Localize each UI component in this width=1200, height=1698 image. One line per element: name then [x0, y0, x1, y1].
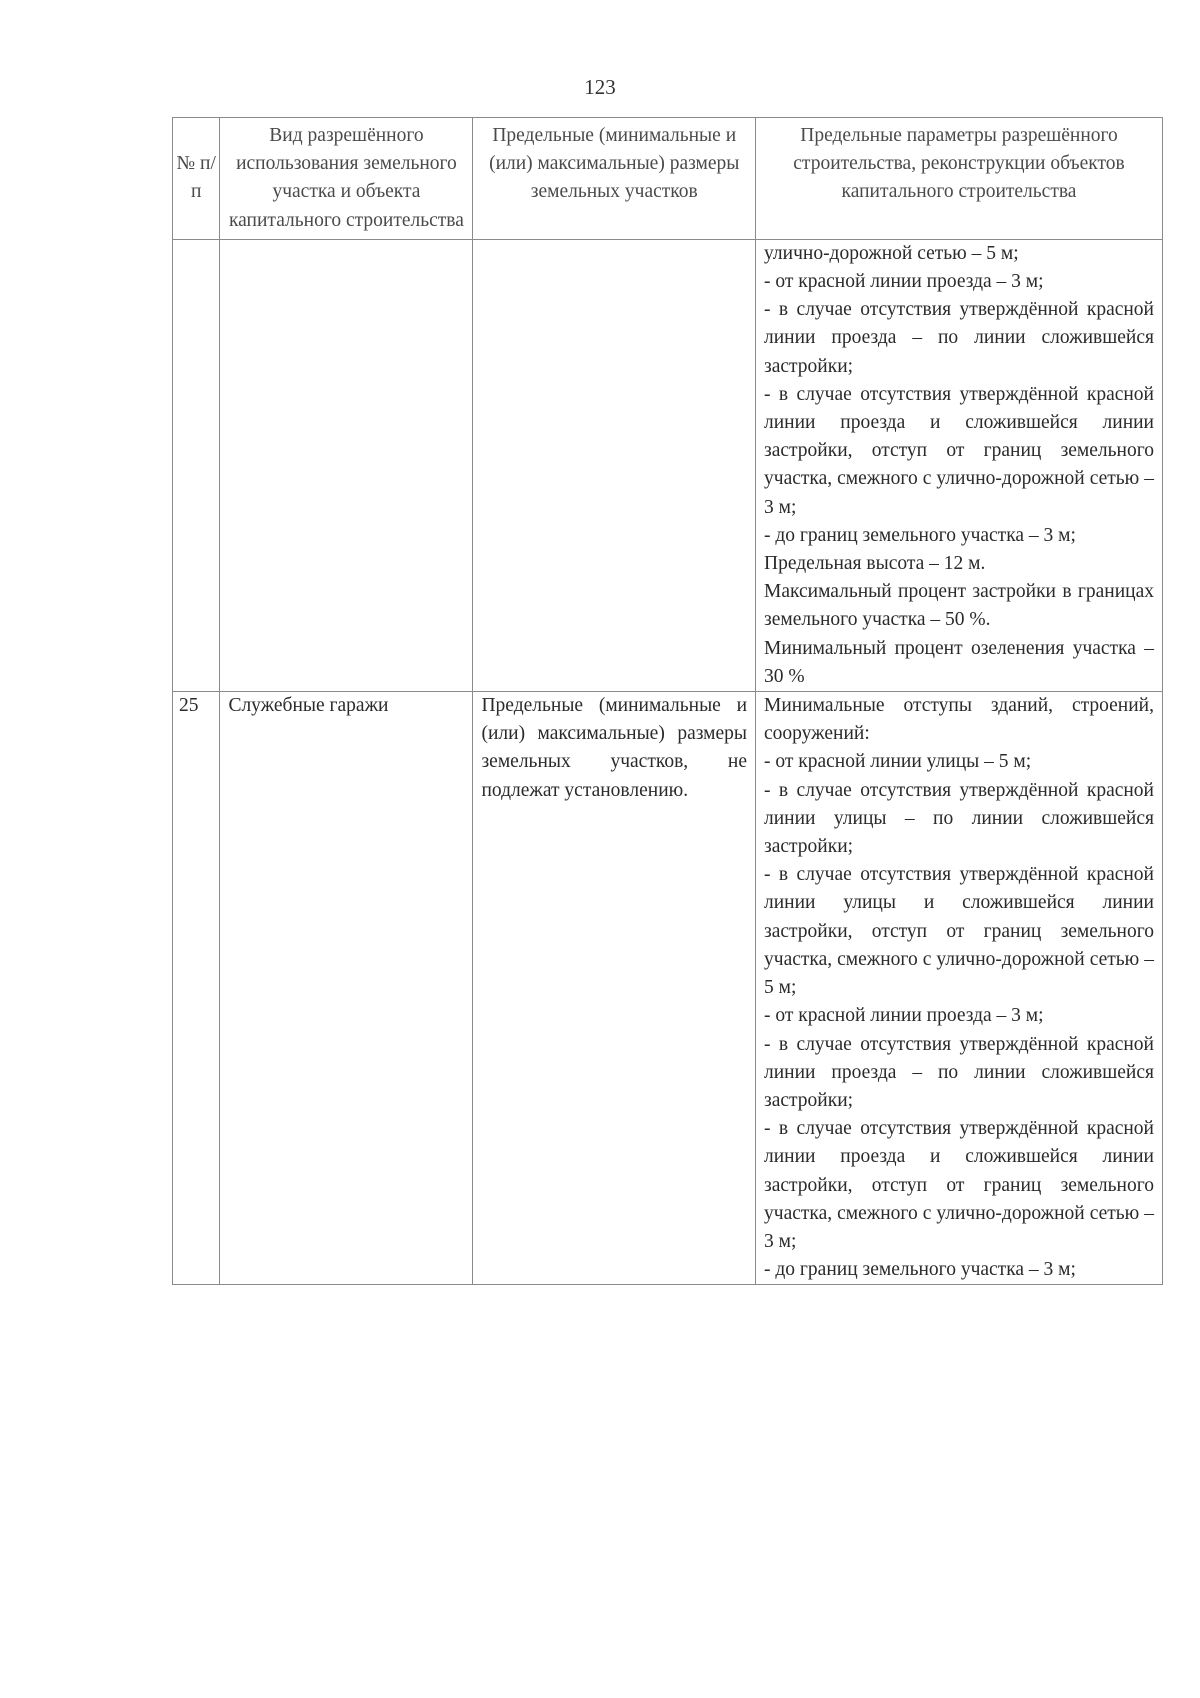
row-permitted-use: Служебные гаражи: [220, 692, 473, 1285]
table-header-row: [173, 118, 1163, 240]
row-plot-size: Предельные (минимальные и (или) максимальные) размеры земельных участков, не подлежат установлению.: [473, 692, 756, 1285]
param-line: - в случае отсутствия утверждённой красной линии проезда – по линии сложившейся застройки;: [764, 299, 1154, 377]
param-line: - в случае отсутствия утверждённой красной линии улицы – по линии сложившейся застройки;: [764, 779, 1154, 858]
table-row: [173, 692, 1163, 1285]
row-number: [173, 239, 220, 691]
param-line: - от красной линии улицы – 5 м;: [764, 751, 1032, 773]
param-line: - до границ земельного участка – 3 м;: [764, 1259, 1076, 1281]
param-line: Минимальные отступы зданий, строений, сооружений:: [764, 695, 1154, 745]
row-plot-size: [473, 239, 756, 691]
page-number: 123: [584, 75, 616, 99]
param-line: Максимальный процент застройки в границах земельного участка – 50 %.: [764, 581, 1154, 631]
header-permitted-use: Вид разрешённого использования земельного участка и объекта капитального строительства: [220, 118, 473, 240]
param-line: Минимальный процент озеленения участка – 30 %: [764, 637, 1154, 687]
param-line: - в случае отсутствия утверждённой красной линии проезда – по линии сложившейся застройки;: [764, 1033, 1154, 1111]
header-number: № п/п: [173, 118, 220, 240]
param-line: - от красной линии проезда – 3 м;: [764, 271, 1044, 293]
row-number: 25: [173, 692, 220, 1285]
header-plot-sizes: Предельные (минимальные и (или) максимальные) размеры земельных участков: [473, 118, 756, 240]
param-line: улично-дорожной сетью – 5 м;: [764, 242, 1019, 264]
param-line: - от красной линии проезда – 3 м;: [764, 1005, 1044, 1027]
header-construction-params: Предельные параметры разрешённого строительства, реконструкции объектов капитального строительства: [756, 118, 1163, 240]
param-line: - в случае отсутствия утверждённой красной линии улицы и сложившейся линии застройки, отступ от границ земельного участка, смежного с улично-дорожной сетью – 5 м;: [764, 864, 1154, 999]
param-line: Предельная высота – 12 м.: [764, 553, 986, 575]
param-line: - до границ земельного участка – 3 м;: [764, 524, 1076, 546]
row-params: [756, 239, 1163, 691]
row-params: [756, 692, 1163, 1285]
row-permitted-use: [220, 239, 473, 691]
table-row: [173, 239, 1163, 691]
regulations-table: [172, 117, 1163, 1285]
param-line: - в случае отсутствия утверждённой красной линии проезда и сложившейся линии застройки, отступ от границ земельного участка, смежного с улично-дорожной сетью – 3 м;: [764, 1118, 1154, 1252]
param-line: - в случае отсутствия утверждённой красной линии проезда и сложившейся линии застройки, отступ от границ земельного участка, смежного с улично-дорожной сетью – 3 м;: [764, 383, 1154, 518]
